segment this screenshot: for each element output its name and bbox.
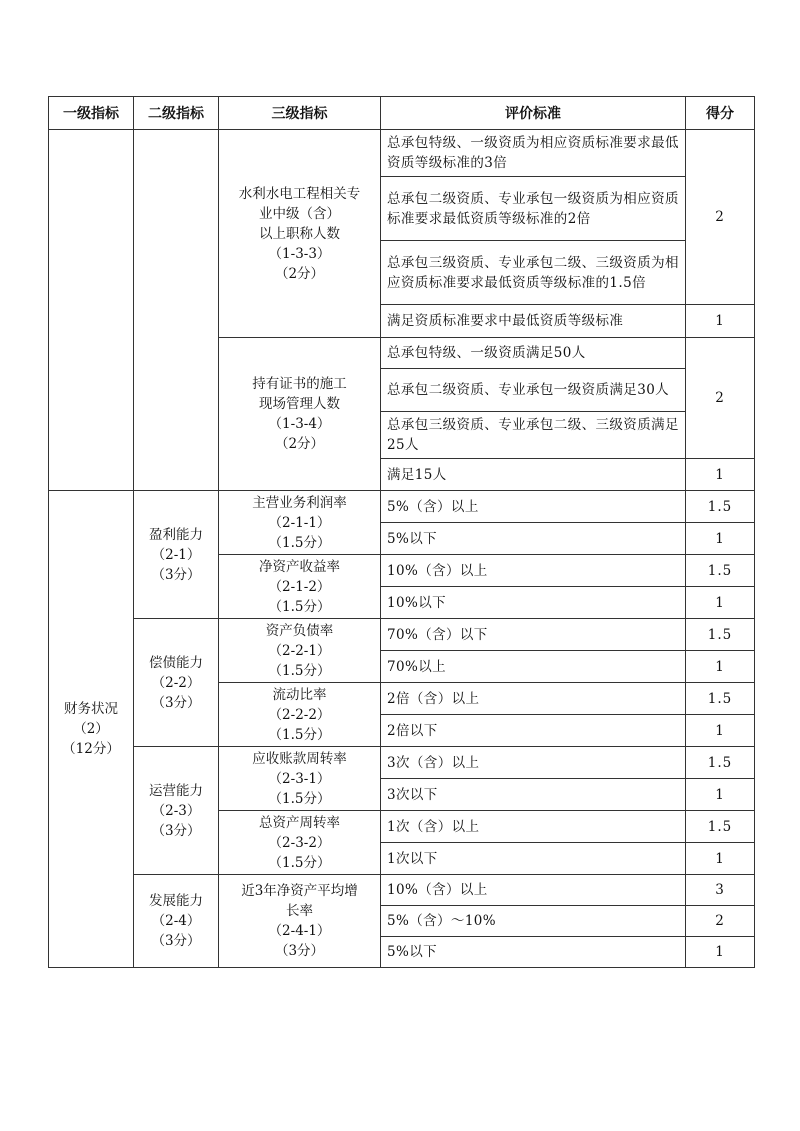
criteria-cell: 总承包特级、一级资质为相应资质标准要求最低资质等级标准的3倍 xyxy=(381,130,686,177)
score-cell: 1.5 xyxy=(686,619,755,651)
criteria-cell: 5%（含）～10% xyxy=(381,906,686,937)
level3-cell: 应收账款周转率 （2-3-1） （1.5分） xyxy=(219,747,381,811)
score-cell: 1 xyxy=(686,587,755,619)
score-cell: 1.5 xyxy=(686,683,755,715)
level3-cell: 净资产收益率 （2-1-2） （1.5分） xyxy=(219,555,381,619)
criteria-cell: 1次（含）以上 xyxy=(381,811,686,843)
criteria-cell: 总承包三级资质、专业承包二级、三级资质满足25人 xyxy=(381,412,686,459)
score-cell: 2 xyxy=(686,130,755,305)
score-cell: 1 xyxy=(686,843,755,875)
score-cell: 1 xyxy=(686,651,755,683)
score-cell: 1 xyxy=(686,459,755,491)
score-cell: 3 xyxy=(686,875,755,906)
level2-cell-empty xyxy=(134,130,219,491)
table-row xyxy=(49,491,755,523)
header-score: 得分 xyxy=(686,97,755,130)
evaluation-criteria-table xyxy=(48,96,755,968)
table-header-row xyxy=(49,97,755,130)
criteria-cell: 5%（含）以上 xyxy=(381,491,686,523)
score-cell: 1 xyxy=(686,523,755,555)
criteria-cell: 70%（含）以下 xyxy=(381,619,686,651)
score-cell: 1.5 xyxy=(686,811,755,843)
criteria-cell: 2倍以下 xyxy=(381,715,686,747)
level3-cell: 持有证书的施工 现场管理人数 （1-3-4） （2分） xyxy=(219,338,381,491)
criteria-cell: 满足15人 xyxy=(381,459,686,491)
criteria-cell: 总承包二级资质、专业承包一级资质满足30人 xyxy=(381,369,686,412)
score-cell: 1.5 xyxy=(686,491,755,523)
level3-cell: 资产负债率 （2-2-1） （1.5分） xyxy=(219,619,381,683)
criteria-cell: 1次以下 xyxy=(381,843,686,875)
table-row xyxy=(49,130,755,177)
table-row xyxy=(49,875,755,906)
score-cell: 2 xyxy=(686,338,755,459)
level1-cell-empty xyxy=(49,130,134,491)
header-level1: 一级指标 xyxy=(49,97,134,130)
criteria-cell: 10%（含）以上 xyxy=(381,555,686,587)
score-cell: 1 xyxy=(686,715,755,747)
criteria-cell: 5%以下 xyxy=(381,523,686,555)
criteria-cell: 10%（含）以上 xyxy=(381,875,686,906)
criteria-cell: 总承包三级资质、专业承包二级、三级资质为相应资质标准要求最低资质等级标准的1.5倍 xyxy=(381,241,686,305)
level2-cell: 发展能力 （2-4） （3分） xyxy=(134,875,219,968)
criteria-cell: 满足资质标准要求中最低资质等级标准 xyxy=(381,305,686,338)
level3-cell: 近3年净资产平均增 长率 （2-4-1） （3分） xyxy=(219,875,381,968)
header-criteria: 评价标准 xyxy=(381,97,686,130)
criteria-cell: 3次以下 xyxy=(381,779,686,811)
level3-cell: 主营业务利润率 （2-1-1） （1.5分） xyxy=(219,491,381,555)
score-cell: 2 xyxy=(686,906,755,937)
criteria-cell: 10%以下 xyxy=(381,587,686,619)
header-level2: 二级指标 xyxy=(134,97,219,130)
criteria-cell: 2倍（含）以上 xyxy=(381,683,686,715)
criteria-cell: 5%以下 xyxy=(381,937,686,968)
level3-cell: 总资产周转率 （2-3-2） （1.5分） xyxy=(219,811,381,875)
score-cell: 1 xyxy=(686,779,755,811)
level1-cell: 财务状况 （2） （12分） xyxy=(49,491,134,968)
criteria-cell: 总承包特级、一级资质满足50人 xyxy=(381,338,686,369)
criteria-cell: 3次（含）以上 xyxy=(381,747,686,779)
criteria-cell: 70%以上 xyxy=(381,651,686,683)
score-cell: 1.5 xyxy=(686,747,755,779)
score-cell: 1 xyxy=(686,305,755,338)
score-cell: 1 xyxy=(686,937,755,968)
level3-cell: 水利水电工程相关专 业中级（含） 以上职称人数 （1-3-3） （2分） xyxy=(219,130,381,338)
level2-cell: 运营能力 （2-3） （3分） xyxy=(134,747,219,875)
table-row xyxy=(49,747,755,779)
score-cell: 1.5 xyxy=(686,555,755,587)
level2-cell: 偿债能力 （2-2） （3分） xyxy=(134,619,219,747)
table-row xyxy=(49,619,755,651)
level2-cell: 盈利能力 （2-1） （3分） xyxy=(134,491,219,619)
level3-cell: 流动比率 （2-2-2） （1.5分） xyxy=(219,683,381,747)
criteria-cell: 总承包二级资质、专业承包一级资质为相应资质标准要求最低资质等级标准的2倍 xyxy=(381,177,686,241)
header-level3: 三级指标 xyxy=(219,97,381,130)
